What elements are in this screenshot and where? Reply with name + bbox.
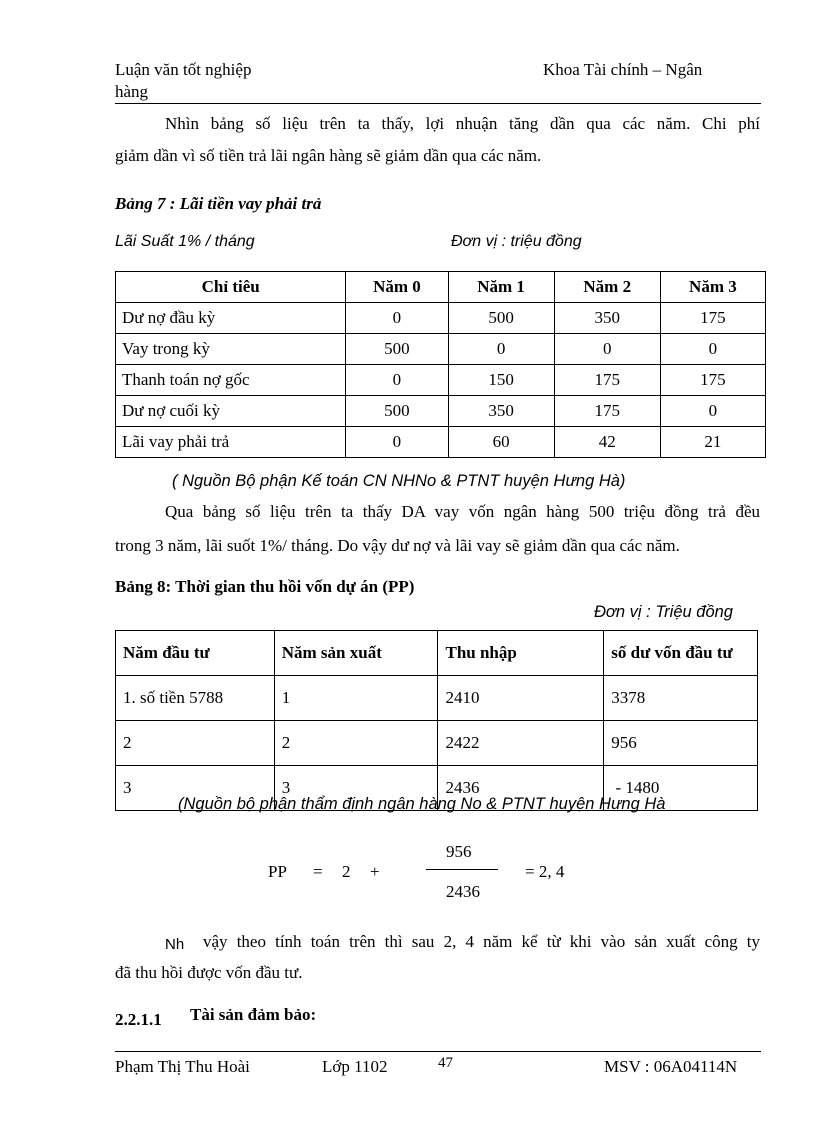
para3-line-1: vậy theo tính toán trên thì sau 2, 4 năm kể từ khi vào sản xuất công ty bbox=[203, 932, 760, 951]
cell-value: 500 bbox=[346, 396, 448, 427]
cell-value: 1. số tiền 5788 bbox=[116, 676, 275, 721]
formula-plus: + bbox=[370, 862, 380, 881]
table7-header-cell: Năm 0 bbox=[346, 272, 448, 303]
formula-two: 2 bbox=[342, 862, 351, 881]
table8-title: Bảng 8: Thời gian thu hồi vốn dự án (PP) bbox=[115, 577, 415, 596]
table-row bbox=[116, 365, 766, 396]
cell-value: 3378 bbox=[604, 676, 758, 721]
fraction-bar bbox=[426, 869, 498, 870]
cell-value: 2422 bbox=[438, 721, 604, 766]
header-rule bbox=[115, 103, 761, 104]
table7-header-cell: Chỉ tiêu bbox=[116, 272, 346, 303]
formula-equals: = bbox=[313, 862, 323, 881]
cell-value: 0 bbox=[346, 365, 448, 396]
section-number: 2.2.1.1 bbox=[115, 1010, 162, 1029]
table7-unit: Đơn vị : triệu đồng bbox=[451, 233, 582, 250]
row-label: Thanh toán nợ gốc bbox=[116, 365, 346, 396]
header-title: Luận văn tốt nghiệp bbox=[115, 60, 252, 79]
cell-value: 2 bbox=[116, 721, 275, 766]
row-label: Lãi vay phải trả bbox=[116, 427, 346, 458]
cell-value: 0 bbox=[448, 334, 554, 365]
table-row bbox=[116, 721, 758, 766]
formula-pp: PP bbox=[268, 862, 287, 881]
para3-nh: Nh bbox=[165, 936, 185, 953]
cell-value: 42 bbox=[554, 427, 660, 458]
cell-value: - 1480 bbox=[604, 766, 758, 811]
formula-denominator: 2436 bbox=[446, 882, 480, 901]
para2-line-2: trong 3 năm, lãi suốt 1%/ tháng. Do vậy dư nợ và lãi vay sẽ giảm dần qua các năm. bbox=[115, 536, 680, 555]
cell-value: 500 bbox=[448, 303, 554, 334]
table8-header-cell: số dư vốn đầu tư bbox=[604, 631, 758, 676]
page-number: 47 bbox=[438, 1055, 453, 1071]
table7-rate: Lãi Suất 1% / tháng bbox=[115, 233, 255, 250]
cell-value: 350 bbox=[554, 303, 660, 334]
row-label: Dư nợ cuối kỳ bbox=[116, 396, 346, 427]
header-title-continued: hàng bbox=[115, 82, 149, 101]
formula-result: = 2, 4 bbox=[525, 862, 565, 881]
table7-header-row bbox=[116, 272, 766, 303]
cell-value: 150 bbox=[448, 365, 554, 396]
para2-line-1: Qua bảng số liệu trên ta thấy DA vay vốn ngân hàng 500 triệu đồng trả đều bbox=[165, 502, 760, 521]
cell-value: 0 bbox=[346, 303, 448, 334]
section-title: Tài sản đảm bảo: bbox=[190, 1005, 317, 1024]
para3-line-2: đã thu hồi được vốn đầu tư. bbox=[115, 963, 303, 982]
table8-header-cell: Năm sản xuất bbox=[274, 631, 438, 676]
table8-unit: Đơn vị : Triệu đồng bbox=[594, 603, 733, 621]
cell-value: 175 bbox=[554, 396, 660, 427]
cell-value: 500 bbox=[346, 334, 448, 365]
cell-value: 0 bbox=[346, 427, 448, 458]
table-row bbox=[116, 334, 766, 365]
table-row bbox=[116, 676, 758, 721]
row-label: Vay trong kỳ bbox=[116, 334, 346, 365]
cell-value: 2410 bbox=[438, 676, 604, 721]
footer-msv: MSV : 06A04114N bbox=[604, 1057, 738, 1076]
table-row bbox=[116, 427, 766, 458]
table7-header-cell: Năm 2 bbox=[554, 272, 660, 303]
table7-header-cell: Năm 3 bbox=[660, 272, 765, 303]
cell-value: 0 bbox=[554, 334, 660, 365]
cell-value: 21 bbox=[660, 427, 765, 458]
table8 bbox=[115, 630, 758, 811]
row-label: Dư nợ đầu kỳ bbox=[116, 303, 346, 334]
footer-rule bbox=[115, 1051, 761, 1052]
table7-source: ( Nguồn Bộ phận Kế toán CN NHNo & PTNT huyện Hưng Hà) bbox=[172, 472, 626, 490]
table8-header-row bbox=[116, 631, 758, 676]
cell-value: 2 bbox=[274, 721, 438, 766]
cell-value: 0 bbox=[660, 396, 765, 427]
table8-header-cell: Thu nhập bbox=[438, 631, 604, 676]
cell-value: 175 bbox=[554, 365, 660, 396]
intro-line-2: giảm dần vì số tiền trả lãi ngân hàng sẽ giảm dần qua các năm. bbox=[115, 146, 542, 165]
footer-author: Phạm Thị Thu Hoài bbox=[115, 1057, 250, 1076]
cell-value: 60 bbox=[448, 427, 554, 458]
cell-value: 0 bbox=[660, 334, 765, 365]
cell-value: 3 bbox=[116, 766, 275, 811]
table8-source: (Nguồn bộ phận thẩm định ngân hàng No & PTNT huyện Hưng Hà bbox=[178, 795, 666, 813]
cell-value: 3 bbox=[274, 766, 438, 811]
table7 bbox=[115, 271, 766, 458]
intro-line-1: Nhìn bảng số liệu trên ta thấy, lợi nhuận tăng dần qua các năm. Chi phí bbox=[165, 114, 760, 133]
table8-header-cell: Năm đầu tư bbox=[116, 631, 275, 676]
header-faculty: Khoa Tài chính – Ngân bbox=[543, 60, 703, 79]
cell-value: 175 bbox=[660, 303, 765, 334]
table-row bbox=[116, 396, 766, 427]
cell-value: 2436 bbox=[438, 766, 604, 811]
table7-header-cell: Năm 1 bbox=[448, 272, 554, 303]
table7-title: Bảng 7 : Lãi tiền vay phải trả bbox=[115, 194, 322, 213]
footer-class: Lớp 1102 bbox=[322, 1057, 388, 1076]
cell-value: 956 bbox=[604, 721, 758, 766]
cell-value: 1 bbox=[274, 676, 438, 721]
cell-value: 175 bbox=[660, 365, 765, 396]
table-row bbox=[116, 303, 766, 334]
cell-value: 350 bbox=[448, 396, 554, 427]
formula-numerator: 956 bbox=[446, 842, 472, 861]
